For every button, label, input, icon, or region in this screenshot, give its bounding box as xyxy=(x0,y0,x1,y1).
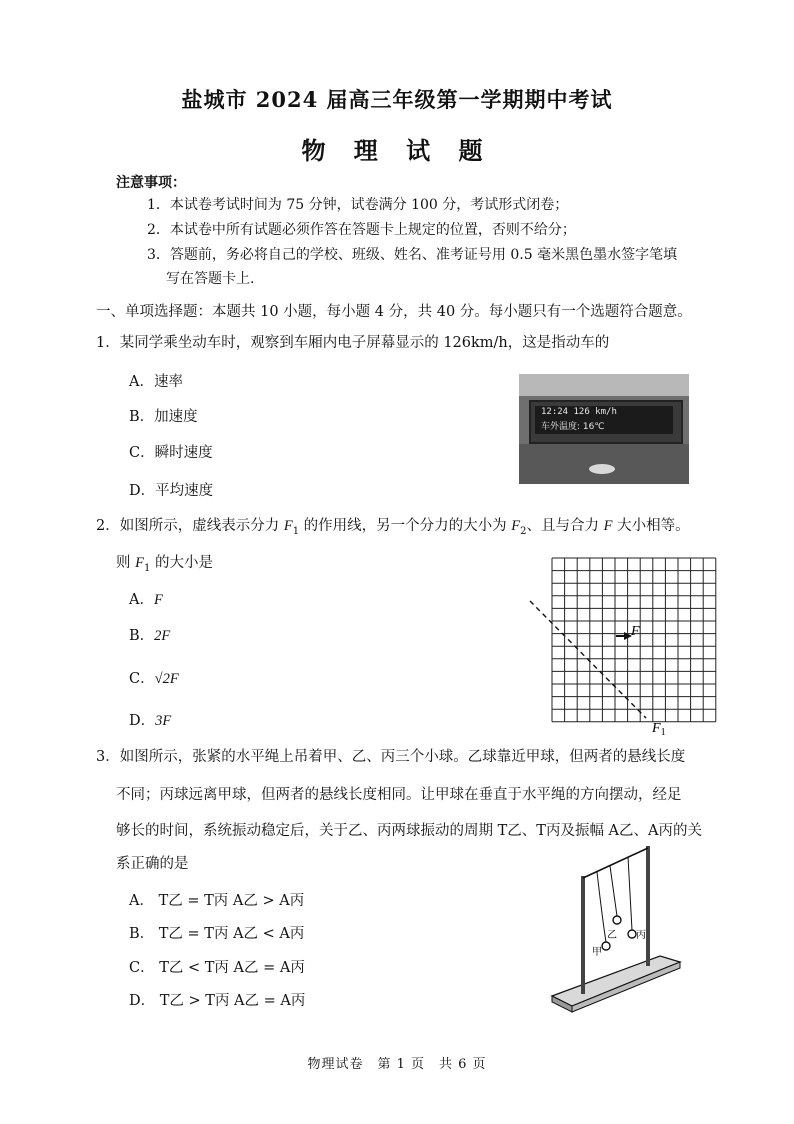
q1-photo xyxy=(519,374,689,484)
screen-text-line2: 车外温度: 16℃ xyxy=(541,422,605,432)
note-item: 2．本试卷中所有试题必须作答在答题卡上规定的位置，否则不给分； xyxy=(147,222,576,238)
note-item: 写在答题卡上. xyxy=(166,271,255,287)
right-post xyxy=(646,846,650,966)
page-footer: 物理试卷 第 1 页 共 6 页 xyxy=(307,1057,487,1072)
note-item: 3．答题前，务必将自己的学校、班级、姓名、准考证号用 0.5 毫米黑色墨水签字笔填 xyxy=(147,247,678,263)
q1-option-c: C．瞬时速度 xyxy=(129,445,213,461)
q1-option-a: A．速率 xyxy=(129,374,183,390)
q2-force-grid-figure xyxy=(520,552,720,738)
screen-text-line1: 12:24 126 km/h xyxy=(541,407,617,417)
ball-yi xyxy=(613,916,621,924)
label-f: F xyxy=(631,624,640,639)
note-item: 1．本试卷考试时间为 75 分钟，试卷满分 100 分，考试形式闭卷； xyxy=(147,197,569,213)
q3-option-a: A． T乙 = T丙 A乙 > A丙 xyxy=(129,893,305,909)
q1-stem: 1．某同学乘坐动车时，观察到车厢内电子屏幕显示的 126km/h，这是指动车的 xyxy=(96,335,610,351)
exam-subtitle: 物 理 试 题 xyxy=(301,136,493,165)
q3-stem-line1: 3．如图所示，张紧的水平绳上吊着甲、乙、丙三个小球。乙球靠近甲球，但两者的悬线长度 xyxy=(96,749,686,765)
q1-option-b: B．加速度 xyxy=(129,409,198,425)
q3-option-d: D． T乙 > T丙 A乙 = A丙 xyxy=(129,993,306,1009)
exam-title: 盐城市 2024 届高三年级第一学期期中考试 xyxy=(181,87,613,112)
q3-pendulum-figure xyxy=(548,838,688,1024)
ball-jia xyxy=(602,942,610,950)
q1-option-d: D．平均速度 xyxy=(129,483,214,499)
q2-stem-line1: 2．如图所示，虚线表示分力 $F_1$ 的作用线，另一个分力的大小为 $F_2$、且与合力 F 大小相等。 xyxy=(96,518,690,537)
q3-option-c: C． T乙 < T丙 A乙 = A丙 xyxy=(129,960,305,976)
q3-option-b: B． T乙 = T丙 A乙 < A丙 xyxy=(129,926,305,942)
q2-option-d: D．3F xyxy=(129,713,172,729)
q3-stem-line3: 够长的时间，系统振动稳定后，关于乙、丙两球振动的周期 T乙、T丙及振幅 A乙、A丙的关 xyxy=(116,823,703,839)
horizontal-rope xyxy=(583,848,648,878)
label-bing: 丙 xyxy=(636,930,646,941)
q2-option-b: B．2F xyxy=(129,628,171,644)
ball-bing xyxy=(628,930,636,938)
q2-option-c: C．√2F xyxy=(129,671,179,687)
grid-lines xyxy=(552,558,716,722)
f1-action-line xyxy=(530,601,646,718)
label-f1: $F_1$ xyxy=(652,721,666,738)
q2-stem-line2: 则 $F_1$ 的大小是 xyxy=(116,555,213,574)
q3-stem-line2: 不同；丙球远离甲球，但两者的悬线长度相同。让甲球在垂直于水平绳的方向摆动，经足 xyxy=(116,787,682,803)
left-post xyxy=(581,876,585,994)
label-jia: 甲 xyxy=(592,947,602,958)
q3-stem-line4: 系正确的是 xyxy=(116,856,189,872)
base-board xyxy=(552,956,680,1006)
q2-option-a: A．F xyxy=(129,592,163,608)
section-heading: 一、单项选择题：本题共 10 小题，每小题 4 分，共 40 分。每小题只有一个选题符合题意。 xyxy=(96,304,692,320)
label-yi: 乙 xyxy=(607,930,617,941)
notes-heading: 注意事项： xyxy=(116,175,186,191)
